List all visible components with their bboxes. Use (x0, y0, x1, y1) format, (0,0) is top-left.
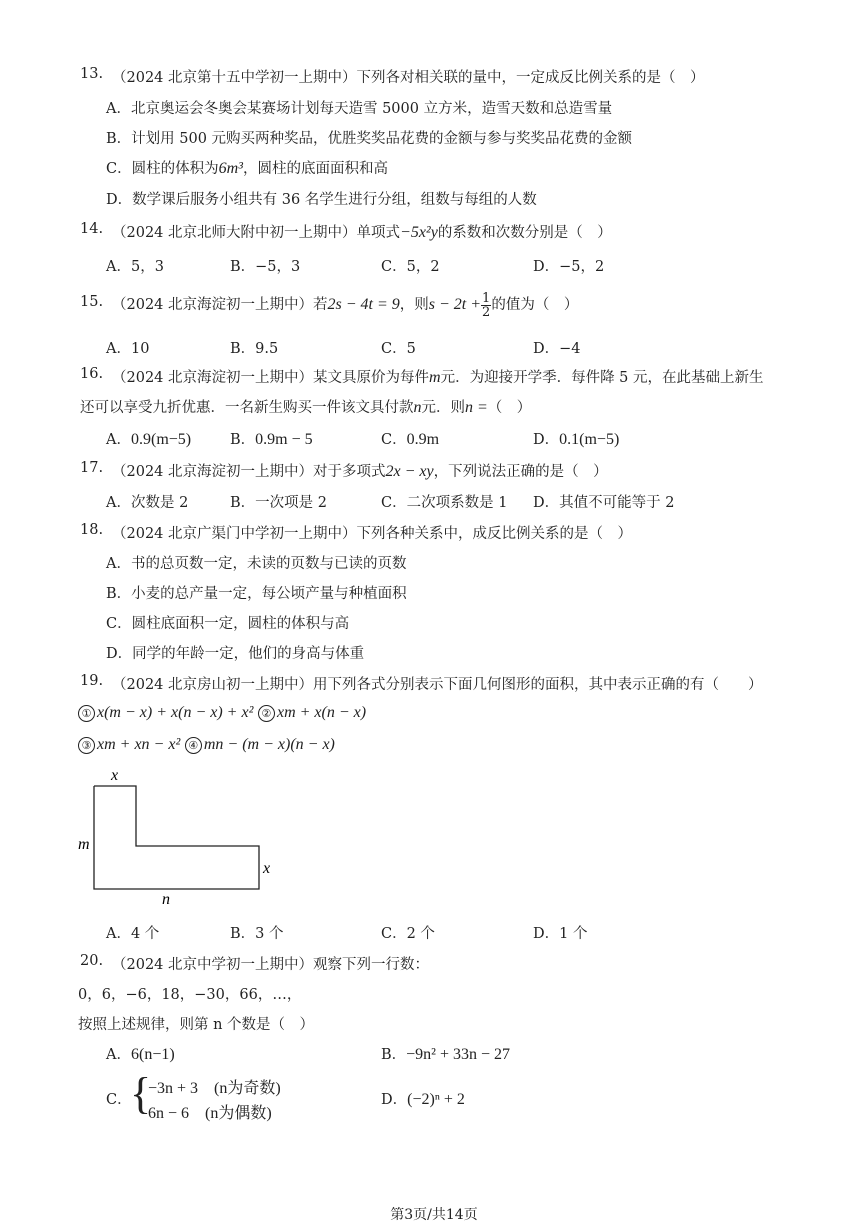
q13-option-d: D．数学课后服务小组共有 36 名学生进行分组，组数与每组的人数 (106, 192, 537, 208)
q19-expr-row1 (78, 704, 366, 722)
q15-option-d: D．−4 (533, 341, 581, 357)
q14-stem-post: 的系数和次数分别是（ ） (437, 225, 612, 241)
q20-rule: 按照上述规律，则第 n 个数是（ ） (78, 1017, 315, 1033)
q19-option-d: D．1 个 (533, 926, 588, 942)
q17-option-d: D．其值不可能等于 2 (533, 495, 675, 511)
q17-option-a: A．次数是 2 (106, 495, 189, 511)
fig-label-n: n (162, 891, 170, 908)
q14-option-c: C．5，2 (381, 259, 440, 275)
q18-stem: （2024 北京广渠门中学初一上期中）下列各种关系中，成反比例关系的是（ ） (112, 526, 633, 542)
q20-option-d (381, 1088, 465, 1109)
q20-sequence: 0，6，−6，18，−30，66，…， (78, 987, 302, 1003)
q19-stem: （2024 北京房山初一上期中）用下列各式分别表示下面几何图形的面积，其中表示正确的有（ ） (112, 677, 763, 693)
q15-option-c: C．5 (381, 341, 416, 357)
q19-expr-2: xm + x(n − x) (276, 704, 367, 721)
q15-number: 15. (80, 294, 104, 310)
q17-option-c: C．二次项系数是 1 (381, 495, 508, 511)
q13-stem: （2024 北京第十五中学初一上期中）下列各对相关联的量中，一定成反比例关系的是（ ） (112, 70, 705, 86)
q15-stem-pre: （2024 北京海淀初一上期中）若 (112, 297, 328, 313)
q16-option-c-math: 0.9m (406, 431, 440, 448)
q15-stem (112, 288, 578, 322)
q13-option-c (106, 157, 388, 178)
q17-stem-post: ，下列说法正确的是（ ） (433, 464, 608, 480)
q18-option-a: A．书的总页数一定，未读的页数与已读的页数 (106, 556, 407, 572)
q20-option-c-label: C． (106, 1092, 132, 1108)
q14-stem-math: −5x²y (400, 224, 438, 241)
left-brace-icon: { (130, 1069, 152, 1118)
q15-option-a: A．10 (106, 341, 150, 357)
q16-var-n: n (413, 399, 422, 416)
q13-option-c-post: ，圆柱的底面面积和高 (242, 161, 388, 177)
q19-option-c: C．2 个 (381, 926, 435, 942)
q18-option-d: D．同学的年龄一定，他们的身高与体重 (106, 646, 365, 662)
circled-2-icon: ② (258, 705, 275, 722)
q20-number: 20. (80, 953, 104, 969)
q16-option-b-math: 0.9m − 5 (255, 431, 313, 448)
q15-fraction-denominator: 2 (482, 304, 491, 320)
q18-number: 18. (80, 522, 104, 538)
q16-stem-line1-post: 元．为迎接开学季．每件降 5 元，在此基础上新生 (440, 370, 764, 386)
q20-option-c-case2: 6n − 6 (n为偶数) (148, 1105, 272, 1122)
q16-option-a-label: A． (106, 432, 131, 448)
page-footer: 第3页/共14页 (390, 1207, 478, 1223)
q16-option-b-label: B． (230, 432, 256, 448)
q17-stem (112, 460, 608, 481)
q15-option-b: B．9.5 (230, 341, 279, 357)
q19-expr-row2 (78, 736, 335, 754)
q16-stem-line2-post: （ ） (487, 400, 532, 416)
q19-l-shape-figure (70, 764, 290, 909)
fig-label-x-top: x (111, 767, 119, 784)
q13-option-c-math: 6m³ (218, 160, 243, 177)
q14-option-b: B．−5，3 (230, 259, 301, 275)
q16-stem-line2-pre: 还可以享受九折优惠．一名新生购买一件该文具付款 (80, 400, 414, 416)
q15-fraction (481, 292, 491, 319)
q16-option-d (533, 428, 619, 449)
q20-option-d-label: D． (381, 1092, 408, 1108)
q15-stem-math2: s − 2t + (428, 296, 482, 313)
q16-stem-line2-mid: 元．则 (421, 400, 465, 416)
q14-number: 14. (80, 221, 104, 237)
q20-option-c-case1: −3n + 3 (n为奇数) (148, 1080, 281, 1097)
q16-option-c (381, 428, 439, 449)
q17-stem-pre: （2024 北京海淀初一上期中）对于多项式 (112, 464, 386, 480)
q14-stem-pre: （2024 北京北师大附中初一上期中）单项式 (112, 225, 401, 241)
q17-number: 17. (80, 460, 104, 476)
q18-option-c: C．圆柱底面积一定，圆柱的体积与高 (106, 616, 350, 632)
q16-option-a-math: 0.9(m−5) (130, 431, 192, 448)
q20-option-a-math: 6(n−1) (130, 1046, 175, 1063)
q18-option-b: B．小麦的总产量一定，每公顷产量与种植面积 (106, 586, 407, 602)
q15-stem-math1: 2s − 4t = 9 (327, 296, 400, 313)
q13-option-c-pre: C．圆柱的体积为 (106, 161, 219, 177)
circled-3-icon: ③ (78, 737, 95, 754)
q14-option-d: D．−5，2 (533, 259, 605, 275)
q16-stem-line1-pre: （2024 北京海淀初一上期中）某文具原价为每件 (112, 370, 430, 386)
q20-option-b-math: −9n² + 33n − 27 (406, 1046, 511, 1063)
q20-stem: （2024 北京中学初一上期中）观察下列一行数： (112, 957, 430, 973)
q19-expr-1: x(m − x) + x(n − x) + x² (97, 704, 254, 721)
circled-1-icon: ① (78, 705, 95, 722)
q16-option-c-label: C． (381, 432, 407, 448)
q13-option-a: A．北京奥运会冬奥会某赛场计划每天造雪 5000 立方米，造雪天数和总造雪量 (106, 101, 613, 117)
circled-4-icon: ④ (185, 737, 202, 754)
q14-stem (112, 221, 612, 242)
q15-stem-mid: ，则 (399, 297, 429, 313)
q16-option-d-label: D． (533, 432, 560, 448)
q16-option-a (106, 428, 191, 449)
q19-expr-3: xm + xn − x² (97, 736, 181, 753)
q16-stem-line1 (112, 366, 764, 387)
q16-stem-line2-math: n = (465, 399, 488, 416)
l-shape-outline (94, 786, 259, 889)
q20-option-a-label: A． (106, 1047, 131, 1063)
q16-var-m: m (429, 369, 441, 386)
q16-stem-line2 (80, 396, 531, 417)
q20-option-b (381, 1043, 510, 1064)
q17-option-b: B．一次项是 2 (230, 495, 327, 511)
q16-option-b (230, 428, 313, 449)
fig-label-m: m (78, 836, 90, 853)
q20-option-b-label: B． (381, 1047, 407, 1063)
q15-stem-post: 的值为（ ） (491, 297, 579, 313)
q19-number: 19. (80, 673, 104, 689)
q14-option-a: A．5，3 (106, 259, 164, 275)
q20-option-a (106, 1043, 175, 1064)
q15-fraction-numerator: 1 (482, 290, 491, 306)
q13-option-b: B．计划用 500 元购买两种奖品，优胜奖奖品花费的金额与参与奖奖品花费的金额 (106, 131, 633, 147)
q16-option-d-math: 0.1(m−5) (559, 431, 620, 448)
q20-option-d-math: (−2)ⁿ + 2 (407, 1091, 465, 1108)
q16-number: 16. (80, 366, 104, 382)
q19-expr-4: mn − (m − x)(n − x) (203, 736, 335, 753)
q19-option-b: B．3 个 (230, 926, 284, 942)
q17-stem-math: 2x − xy (385, 463, 434, 480)
fig-label-x-right: x (263, 860, 271, 877)
q13-number: 13. (80, 66, 104, 82)
q19-option-a: A．4 个 (106, 926, 160, 942)
